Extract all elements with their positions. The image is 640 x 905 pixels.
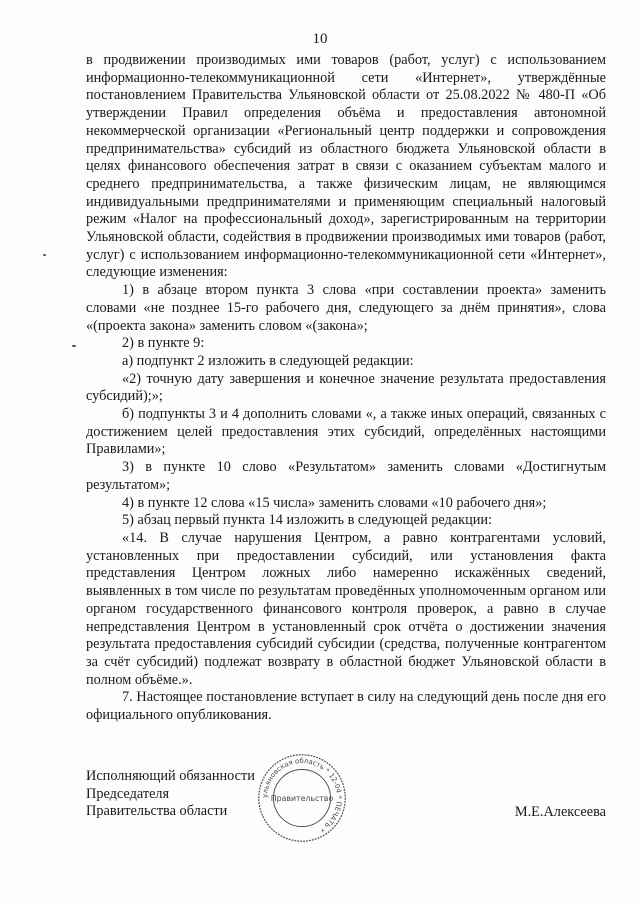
signature-title-line3: Правительства области [86,803,228,820]
signature-title-line2: Председателя [86,785,170,802]
signer-name: М.Е.Алексеева [514,804,606,820]
paragraph-item-14-text: «14. В случае нарушения Центром, а равно контрагентами условий, установленных при предоставлении субсидий, или установления факта представления Центром ложных либо намеренно искажённых сведений, выявленных в том числе по результатам проведённых уполномоченным органом или органом государственного финансового контроля проверок, а равно в случае непредставления Центром в установленный срок отчёта о достижении значения результата предоставления субсидий субсидии (средства, полученные контрагентом за счёт субсидий) подлежат возврату в областной бюджет Ульяновской области в полном объёме.». [86,529,606,688]
stamp-center-text: Правительство [270,793,334,803]
scan-speck [43,254,46,256]
paragraph-item-2a: а) подпункт 2 изложить в следующей редакции: [122,352,414,369]
paragraph-item-2b: б) подпункты 3 и 4 дополнить словами «, а также иных операций, связанных с достижением целей предоставления этих субсидий, определённых настоящими Правилами»; [86,406,606,458]
paragraph-item-2a-text: «2) точную дату завершения и конечное значение результата предоставления субсидий);»; [86,370,606,405]
document-body [86,52,606,725]
signature-title-line1: Исполняющий обязанности [86,768,255,784]
paragraph-effective-date: 7. Настоящее постановление вступает в силу на следующий день после дня его официального опубликования. [86,689,606,724]
paragraph-item-2: 2) в пункте 9: [122,335,205,352]
page-number: 10 [312,31,328,47]
paragraph-item-3: 3) в пункте 10 слово «Результатом» заменить словами «Достигнутым результатом»; [86,459,606,493]
paragraph-item-4: 4) в пункте 12 слова «15 числа» заменить словами «10 рабочего дня»; [122,494,547,511]
stamp-ring-text: ульяновская область * 12-04 * ПЕЧАТЬ * [260,757,343,834]
official-stamp [256,752,348,844]
scan-speck [72,345,76,347]
paragraph-item-5: 5) абзац первый пункта 14 изложить в следующей редакции: [122,512,493,529]
paragraph-item-1: 1) в абзаце втором пункта 3 слова «при составлении проекта» заменить словами «не позднее 15-го рабочего дня, следующего за днём принятия», слова «(проекта закона» заменить словом «(закона»; [86,282,606,334]
signature-block [86,768,255,821]
paragraph-intro: в продвижении производимых ими товаров (работ, услуг) с использованием информационно-телекоммуникационной сети «Интернет», утверждённые постановлением Правительства Ульяновской области от 25.08.2022 № 480-П «Об утверждении Правил определения объёма и предоставления автономной некоммерческой организации «Региональный центр поддержки и сопровождения предпринимательства» субсидий из областного бюджета Ульяновской области в целях финансового обеспечения затрат в связи с оказанием субъектам малого и среднего предпринимательства, а также физическим лицам, не являющимся индивидуальными предпринимателями и применяющим специальный налоговый режим «Налог на профессиональный доход», зарегистрированным на территории Ульяновской области, содействия в продвижении производимых ими товаров (работ, услуг) с использованием информационно-телекоммуникационной сети «Интернет», следующие изменения: [86,52,606,281]
